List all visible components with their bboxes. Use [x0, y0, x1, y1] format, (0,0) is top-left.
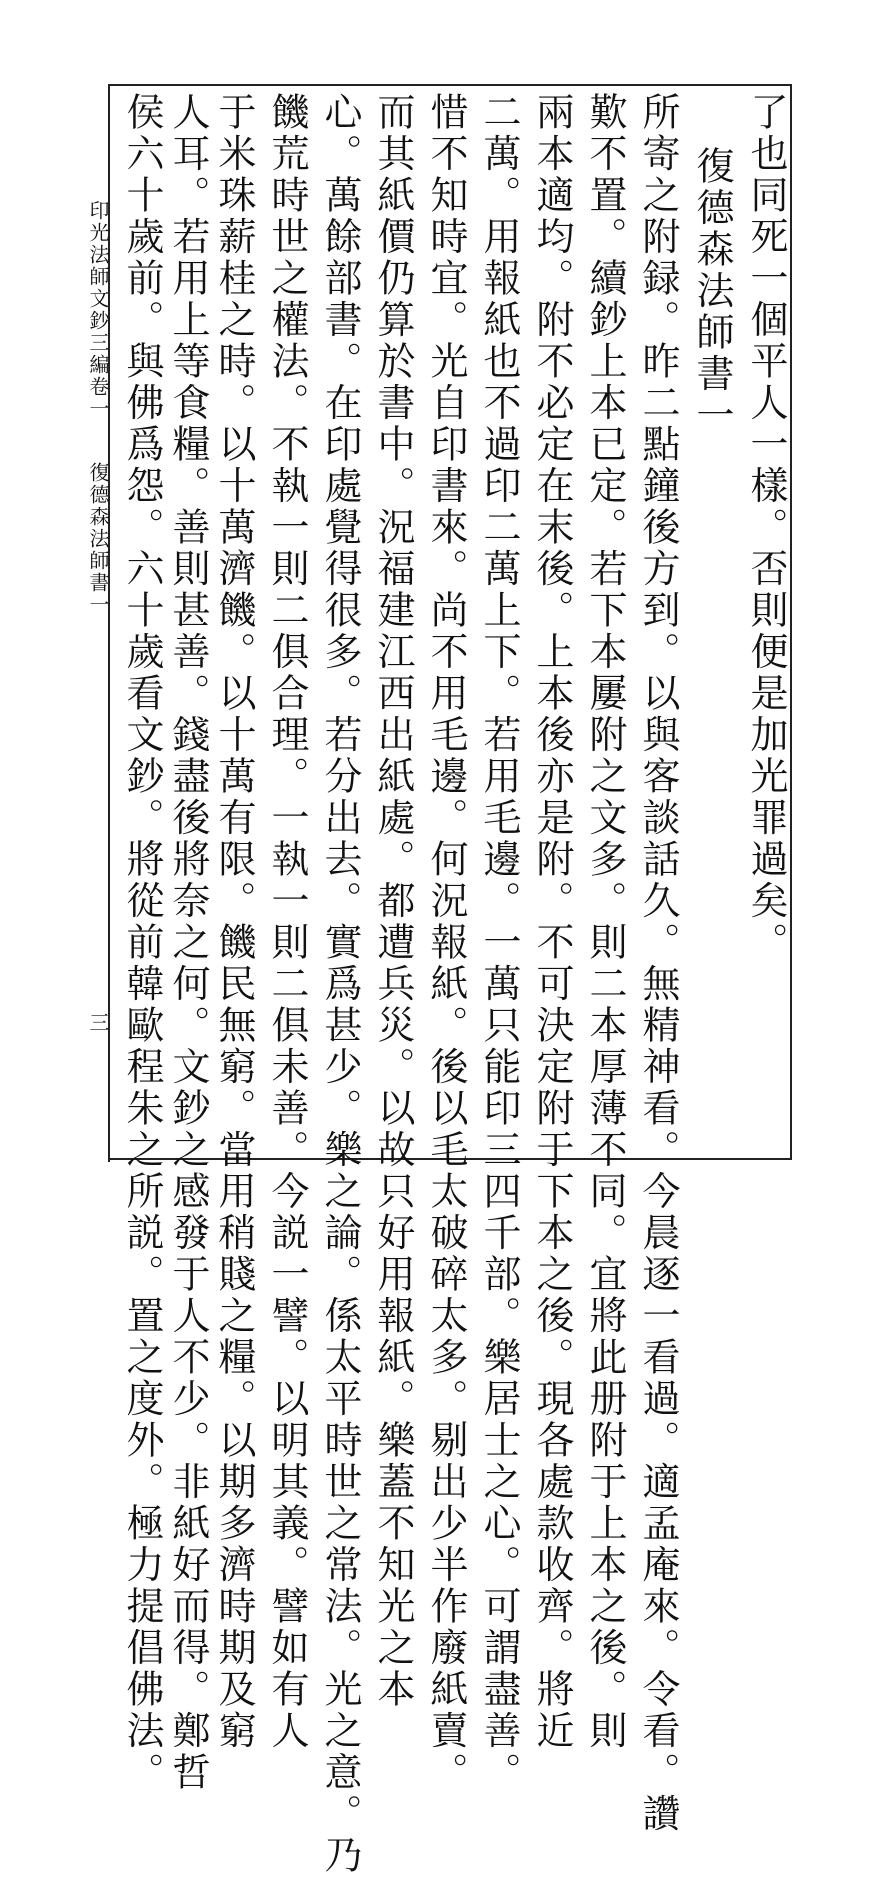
page-number: 三: [86, 1012, 110, 1034]
text-column-1: 了也同死一個平人一樣。否則便是加光罪過矣。: [744, 92, 788, 964]
text-column-10: 饑荒時世之權法。不執一則二俱合理。一執一則二俱未善。今説一譬。以明其義。譬如有人: [265, 92, 309, 1752]
text-column-12: 人耳。若用上等食糧。善則甚善。錢盡後將奈之何。文鈔之感發于人不少。非紙好而得。鄭哲: [166, 92, 210, 1794]
text-column-8: 而其紙價仍算於書中。況福建江西出紙處。都遭兵災。以故只好用報紙。樂蓋不知光之本: [371, 92, 415, 1711]
text-column-3: 所寄之附録。昨二點鐘後方到。以與客談話久。無精神看。今晨逐一看過。適孟庵來。令看。讚: [636, 92, 680, 1835]
letter-title: 復德森法師書一: [690, 146, 734, 437]
text-column-5: 兩本適均。附不必定在末後。上本後亦是附。不可決定附于下本之後。現各處款收齊。將近: [530, 92, 574, 1752]
page-border-right: [790, 84, 792, 1160]
text-column-13: 侯六十歲前。與佛爲怨。六十歲看文鈔。將從前韓歐程朱之所説。置之度外。極力提倡佛法。: [120, 92, 164, 1794]
text-column-9: 心。萬餘部書。在印處覺得很多。若分出去。實爲甚少。樂之論。係太平時世之常法。光之意。乃: [318, 92, 362, 1877]
margin-book-title: 印光法師文鈔三編卷一: [86, 200, 110, 420]
text-column-7: 惜不知時宜。光自印書來。尚不用毛邊。何況報紙。後以毛太破碎太多。剔出少半作廢紙賣。: [424, 92, 468, 1794]
text-column-4: 歎不置。續鈔上本已定。若下本屢附之文多。則二本厚薄不同。宜將此册附于上本之後。則: [583, 92, 627, 1752]
margin-chapter-title: 復德森法師書一: [86, 462, 110, 616]
text-column-11: 于米珠薪桂之時。以十萬濟饑。以十萬有限。饑民無窮。當用稍賤之糧。以期多濟時期及窮: [212, 92, 256, 1752]
text-column-6: 二萬。用報紙也不過印二萬上下。若用毛邊。一萬只能印三四千部。樂居士之心。可謂盡善。: [477, 92, 521, 1794]
